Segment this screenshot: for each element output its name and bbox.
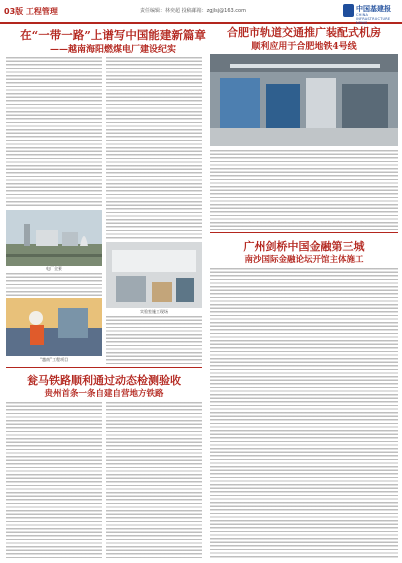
guizhou-text-col2 <box>106 402 202 558</box>
site-worker-photo <box>6 298 102 356</box>
lab-construction-photo <box>106 242 202 308</box>
machine-room-photo <box>210 54 398 146</box>
guizhou-text-col1 <box>6 402 102 558</box>
coal-text-col1 <box>6 57 102 207</box>
newspaper-logo-subtitle: CHINA INFRASTRUCTURE NEWS <box>356 13 391 25</box>
guizhou-article-title: 瓮马铁路顺利通过动态检测验收 <box>27 374 181 387</box>
hub-text <box>210 268 398 558</box>
newspaper-logo-title: 中国基建报 <box>356 5 391 13</box>
rail-article-subtitle: 顺利应用于合肥地铁4号线 <box>251 42 357 52</box>
coal-text-col2-b <box>106 316 202 364</box>
hub-article-title: 广州剑桥中国金融第三城 <box>243 240 365 253</box>
guizhou-article-subtitle: 贵州首条一条自建自营地方铁路 <box>44 389 164 399</box>
editor-info: 责任编辑：林奕超 投稿邮箱：zgjlsj@163.com <box>140 8 246 14</box>
newspaper-logo-icon <box>343 4 354 17</box>
coal-article-title: 在“一带一路”上谱写中国能建新篇章 <box>20 28 206 42</box>
lab-photo-caption: 实验室施工现场 <box>140 309 168 314</box>
page-number: 03版 工程管理 <box>4 7 58 16</box>
rail-text <box>210 150 398 230</box>
section-divider <box>6 367 202 368</box>
power-plant-photo-caption: 电厂全景 <box>46 266 62 271</box>
power-plant-photo <box>6 210 102 266</box>
site-worker-caption: “越南”工程项目 <box>39 357 69 362</box>
rail-article-title: 合肥市轨道交通推广装配式机房 <box>227 26 381 39</box>
coal-text-col2 <box>106 57 202 240</box>
right-section-divider <box>210 232 398 233</box>
hub-article-subtitle: 南沙国际金融论坛开馆主体施工 <box>244 255 364 265</box>
coal-article-subtitle: ——越南海阳燃煤电厂建设纪实 <box>49 45 176 55</box>
